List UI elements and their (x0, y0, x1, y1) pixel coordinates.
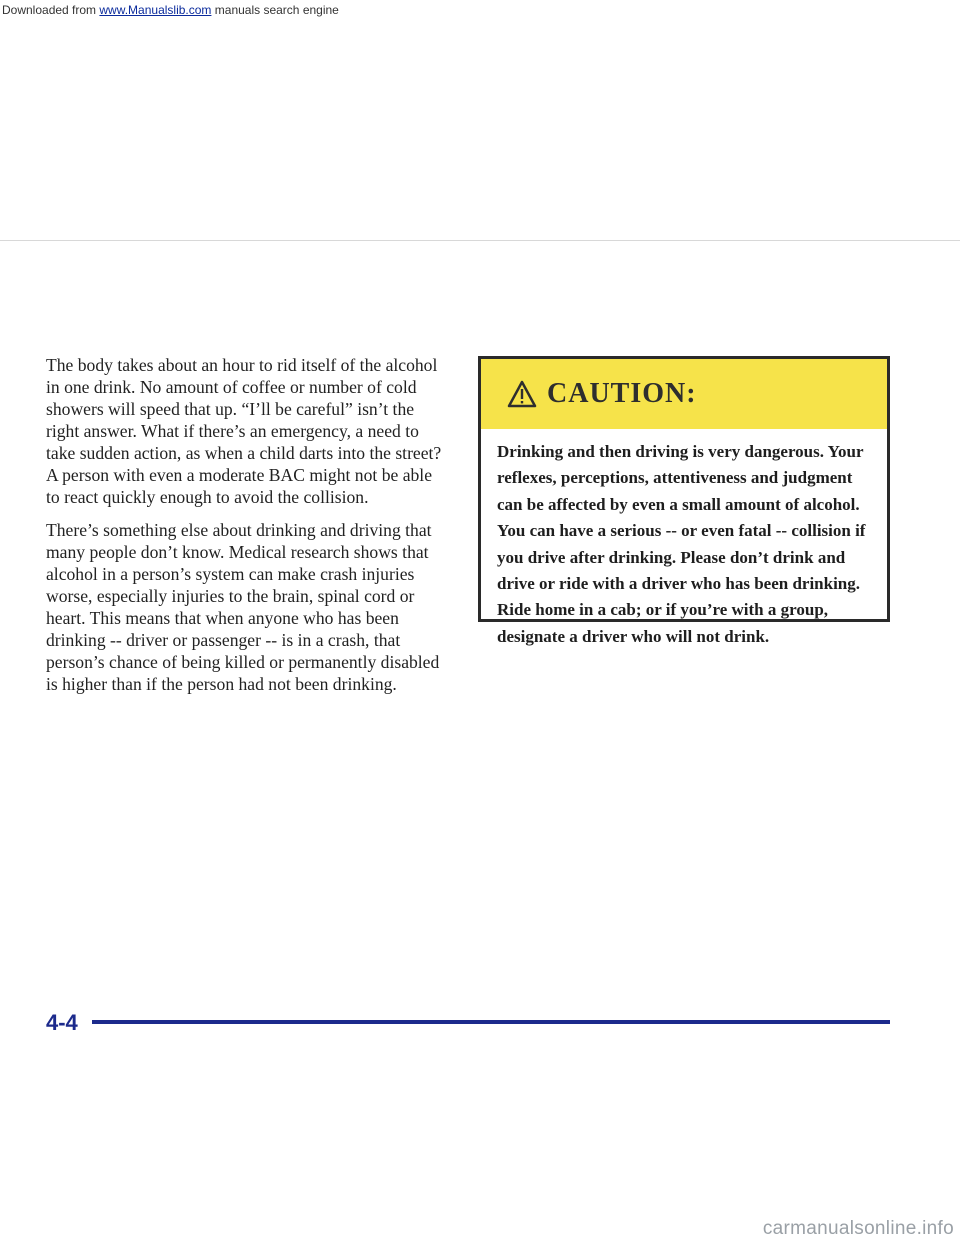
page-footer (46, 1010, 890, 1036)
caution-box (478, 356, 890, 646)
manualslib-link[interactable]: www.Manualslib.com (99, 3, 212, 17)
caution-title: CAUTION: (547, 378, 697, 409)
page-number: 4-4 (46, 1010, 78, 1035)
body-paragraph: There’s something else about drinking and driving that many people don’t know. Medical research shows that alcohol in a person’s system can make crash injuries worse, especially injuries to the brain, spinal cord or heart. This means that when anyone who has been drinking -- driver or passenger -- is in a crash, that person’s chance of being killed or permanently disabled is higher than if the person had not been drinking. (46, 520, 440, 694)
caution-header (481, 359, 887, 429)
caution-message: Drinking and then driving is very dangerous. Your reflexes, perceptions, attentiveness and judgment can be affected by even a small amount of alcohol. You can have a serious -- or even fatal -- collision if you drive after drinking. Please don’t drink and drive or ride with a driver who has been drinking. Ride home in a cab; or if you’re with a group, designate a driver who will not drink. (497, 442, 866, 646)
body-paragraph: The body takes about an hour to rid itself of the alcohol in one drink. No amount of coffee or number of cold showers will speed that up. “I’ll be careful” isn’t the right answer. What if there’s an emergency, a need to take sudden action, as when a child darts into the street? A person with even a moderate BAC might not be able to react quickly enough to avoid the collision. (46, 355, 442, 507)
watermark: carmanualsonline.info (762, 1218, 954, 1239)
top-divider (0, 240, 960, 241)
header-prefix: Downloaded from (2, 3, 100, 17)
footer-rule (92, 1020, 890, 1024)
download-header (0, 0, 960, 20)
body-text-column (46, 354, 442, 706)
warning-triangle-icon (507, 380, 537, 408)
header-suffix: manuals search engine (211, 3, 339, 17)
